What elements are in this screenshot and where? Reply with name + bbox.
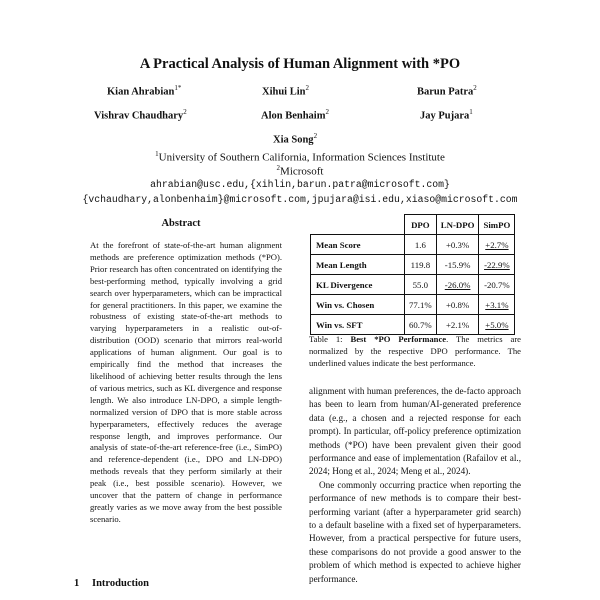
intro-text — [309, 385, 521, 586]
table-cell: -20.7% — [479, 275, 515, 295]
table-row — [311, 275, 515, 295]
affiliation-2: $^2$Microsoft — [276, 164, 324, 178]
table-cell: 1.6 — [405, 235, 437, 255]
table-row — [311, 295, 515, 315]
email-line-2: {vchaudhary,alonbenhaim}@microsoft.com,jpujara@isi.edu,xiaso@microsoft.com — [82, 194, 518, 205]
section-heading: 1 Introduction — [74, 578, 149, 589]
table-row — [311, 235, 515, 255]
author-4: Vishrav Chaudhary$^2$ — [94, 108, 187, 122]
table-col-header: DPO — [405, 215, 437, 235]
author-5: Alon Benhaim$^2$ — [261, 108, 329, 122]
table-cell: +3.1% — [479, 295, 515, 315]
author-2: Xihui Lin$^2$ — [262, 84, 309, 98]
table-header-row — [311, 215, 515, 235]
table-cell: +0.3% — [436, 235, 479, 255]
table-row-label: Win vs. SFT — [311, 315, 405, 335]
paper-title: A Practical Analysis of Human Alignment with *PO — [139, 56, 461, 72]
table-cell: -15.9% — [436, 255, 479, 275]
table-row — [311, 255, 515, 275]
author-3: Barun Patra$^2$ — [417, 84, 477, 98]
author-6: Jay Pujara$^1$ — [420, 108, 473, 122]
table-cell: 77.1% — [405, 295, 437, 315]
table-cell: +2.1% — [436, 315, 479, 335]
table-cell: +2.7% — [479, 235, 515, 255]
table-corner — [311, 215, 405, 235]
table-row-label: Mean Score — [311, 235, 405, 255]
paragraph: One commonly occurring practice when reporting the performance of new methods is to compare their best-performing variant (after a hyperparameter grid search) to a default baseline with a fixed set of hyperparameters. However, from a practical perspective for future users, these comparisons do not provide a good answer to the problem of which method is expected to achieve higher performance. — [309, 479, 521, 584]
table-row-label: Win vs. Chosen — [311, 295, 405, 315]
table-cell: 60.7% — [405, 315, 437, 335]
author-1: Kian Ahrabian$^{1*}$ — [107, 84, 182, 98]
table-col-header: SimPO — [479, 215, 515, 235]
author-7: Xia Song$^2$ — [273, 132, 318, 146]
table-row-label: KL Divergence — [311, 275, 405, 295]
abstract-heading: Abstract — [161, 218, 201, 229]
table-cell: 55.0 — [405, 275, 437, 295]
table-cell: -22.9% — [479, 255, 515, 275]
abstract-text: At the forefront of state-of-the-art human alignment methods are preference optimization methods (*PO). Prior research has often concentrated on identifying the best-performing method, typically involving a grid search over hyperparameters, which can be impractical for general practitioners. In this paper, we examine the robustness of existing state-of-the-art methods to varying hyperparameters in a realistic out-of-distribution (OOD) scenario that mirrors real-world applications of human alignment. Our goal is to empirically find the method that increases the likelihood of achieving better results through the lens of various metrics, such as KL divergence and response length. We also introduce LN-DPO, a simple length-normalized version of DPO that is more stable across hyperparameters, effectively reduces the average response length, and improves performance. Our analysis of state-of-the-art reference-free (i.e., SimPO) and reference-dependent (i.e., DPO and LN-DPO) methods reveals that they perform similarly at their peak (i.e., best possible scenario). However, we uncover that the pattern of change in performance greatly varies as we move away from the best possible scenario. — [90, 240, 282, 524]
email-line-1: ahrabian@usc.edu,{xihlin,barun.patra@microsoft.com} — [150, 179, 450, 190]
table-cell: -26.0% — [436, 275, 479, 295]
affiliation-1: $^1$University of Southern California, Information Sciences Institute — [155, 150, 445, 164]
table-col-header: LN-DPO — [436, 215, 479, 235]
table-row-label: Mean Length — [311, 255, 405, 275]
table-row — [311, 315, 515, 335]
table-cell: +5.0% — [479, 315, 515, 335]
table-caption: Table 1: Best *PO Performance. The metrics are normalized by the respective DPO performance. The underlined values indicate the best performance. — [309, 334, 521, 368]
results-table — [310, 214, 515, 335]
table-cell: +0.8% — [436, 295, 479, 315]
table-cell: 119.8 — [405, 255, 437, 275]
paragraph: alignment with human preferences, the de-facto approach has been to learn from human/AI-generated preference data (e.g., a chosen and a rejected response for each prompt). In particular, off-policy preference optimization methods (*PO) have been prevalent given their good performance and ease of implementation (Rafailov et al., 2024; Hong et al., 2024; Meng et al., 2024). — [309, 386, 521, 477]
